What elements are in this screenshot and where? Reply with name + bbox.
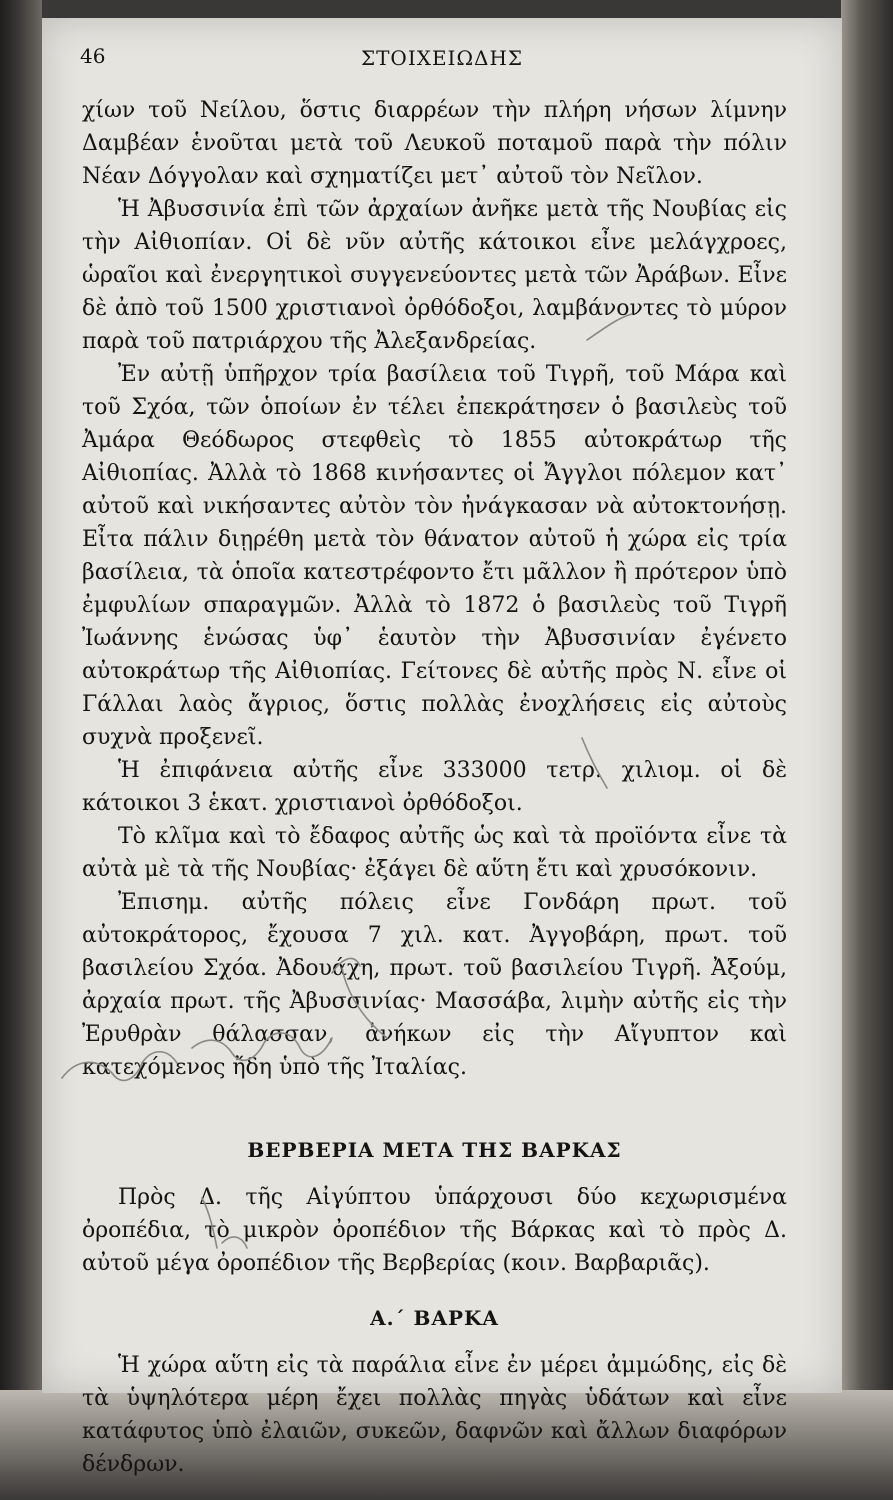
paragraph-kingdoms: Ἐν αὐτῇ ὑπῆρχον τρία βασίλεια τοῦ Τιγρῆ, τοῦ Μάρα καὶ τοῦ Σχόα, τῶν ὁποίων ἐν τέλει ἐπεκράτησεν ὁ βασιλεὺς τοῦ Ἀμάρα Θεόδωρος στεφθεὶς τὸ 1855 αὐτοκράτωρ τῆς Αἰθιοπίας. Ἀλλὰ τὸ 1868 κινήσαντες οἱ Ἄγγλοι πόλεμον κατ᾽ αὐτοῦ καὶ νικήσαντες αὐτὸν τὸν ἠνάγκασαν νὰ αὐτοκτονήσῃ. Εἶτα πάλιν διῃρέθη μετὰ τὸν θάνατον αὐτοῦ ἡ χώρα εἰς τρία βασίλεια, τὰ ὁποῖα κατεστρέφοντο ἔτι μᾶλλον ἢ πρότερον ὑπὸ ἐμφυλίων σπαραγμῶν. Ἀλλὰ τὸ 1872 ὁ βασιλεὺς τοῦ Τιγρῆ Ἰωάννης ἑνώσας ὑφ᾽ ἑαυτὸν τὴν Ἀβυσσινίαν ἐγένετο αὐτοκράτωρ τῆς Αἰθιοπίας. Γείτονες δὲ αὐτῆς πρὸς Ν. εἶνε οἱ Γάλλαι λαὸς ἄγριος, ὅστις πολλὰς ἐνοχλήσεις εἰς αὐτοὺς συχνὰ προξενεῖ. xyxy=(82,362,787,750)
paragraph-abyssinia-history: Ἡ Ἀβυσσινία ἐπὶ τῶν ἀρχαίων ἀνῆκε μετὰ τῆς Νουβίας εἰς τὴν Αἰθιοπίαν. Οἱ δὲ νῦν αὐτῆς κάτοικοι εἶνε μελάγχροες, ὡραῖοι καὶ ἐνεργητικοὶ συγγενεύοντες μετὰ τῶν Ἀράβων. Εἶνε δὲ ἀπὸ τοῦ 1500 χριστιανοὶ ὀρθόδοξοι, λαμβάνοντες τὸ μύρον παρὰ τοῦ πατριάρχου τῆς Ἀλεξανδρείας. xyxy=(82,197,787,354)
page-number: 46 xyxy=(80,44,106,68)
paragraph-area: Ἡ ἐπιφάνεια αὐτῆς εἶνε 333000 τετρ. χιλιομ. οἱ δὲ κάτοικοι 3 ἑκατ. χριστιανοὶ ὀρθόδοξοι. xyxy=(82,758,787,816)
section-heading-barka: Α.΄ ΒΑΡΚΑ xyxy=(370,1306,499,1330)
page-header xyxy=(42,44,842,74)
paragraph-cities: Ἐπισημ. αὐτῆς πόλεις εἶνε Γονδάρη πρωτ. τοῦ αὐτοκράτορος, ἔχουσα 7 χιλ. κατ. Ἀγγοβάρη, πρωτ. τοῦ βασιλείου Σχόα. Ἀδουάχη, πρωτ. τοῦ βασιλείου Τιγρῆ. Ἀξούμ, ἀρχαία πρωτ. τῆς Ἀβυσσινίας· Μασσάβα, λιμὴν αὐτῆς εἰς τὴν Ἐρυθρὰν θάλασσαν, ἀνήκων εἰς τὴν Αἴγυπτον καὶ κατεχόμενος ἤδη ὑπὸ τῆς Ἰταλίας. xyxy=(82,890,787,1080)
book-page xyxy=(42,18,842,1477)
section-heading-berberia: ΒΕΡΒΕΡΙΑ ΜΕΤΑ ΤΗΣ ΒΑΡΚΑΣ xyxy=(247,1138,622,1162)
book-edge-right xyxy=(841,0,893,1500)
book-spine-shadow xyxy=(0,0,42,1500)
paragraph-nile: χίων τοῦ Νείλου, ὅστις διαρρέων τὴν πλήρη νήσων λίμνην Δαμβέαν ἑνοῦται μετὰ τοῦ Λευκοῦ ποταμοῦ παρὰ τὴν πόλιν Νέαν Δόγγολαν καὶ σχηματίζει μετ᾽ αὐτοῦ τὸν Νεῖλον. xyxy=(82,98,787,189)
paragraph-plateaus: Πρὸς Δ. τῆς Αἰγύπτου ὑπάρχουσι δύο κεχωρισμένα ὀροπέδια, τὸ μικρὸν ὀροπέδιον τῆς Βάρκας καὶ τὸ πρὸς Δ. αὐτοῦ μέγα ὀροπέδιον τῆς Βερβερίας (κοιν. Βαρβαριᾶς). xyxy=(82,1185,787,1276)
body-text xyxy=(82,94,787,1481)
paragraph-climate: Τὸ κλῖμα καὶ τὸ ἔδαφος αὐτῆς ὡς καὶ τὰ προϊόντα εἶνε τὰ αὐτὰ μὲ τὰ τῆς Νουβίας· ἐξάγει δὲ αὕτη ἔτι καὶ χρυσόκονιν. xyxy=(82,824,787,882)
paragraph-barka: Ἡ χώρα αὕτη εἰς τὰ παράλια εἶνε ἐν μέρει ἀμμώδης, εἰς δὲ τὰ ὑψηλότερα μέρη ἔχει πολλὰς πηγὰς ὑδάτων καὶ εἶνε κατάφυτος ὑπὸ ἐλαιῶν, συκεῶν, δαφνῶν καὶ ἄλλων διαφόρων δένδρων. xyxy=(82,1353,787,1477)
running-title: ΣΤΟΙΧΕΙΩΔΗΣ xyxy=(360,46,524,70)
